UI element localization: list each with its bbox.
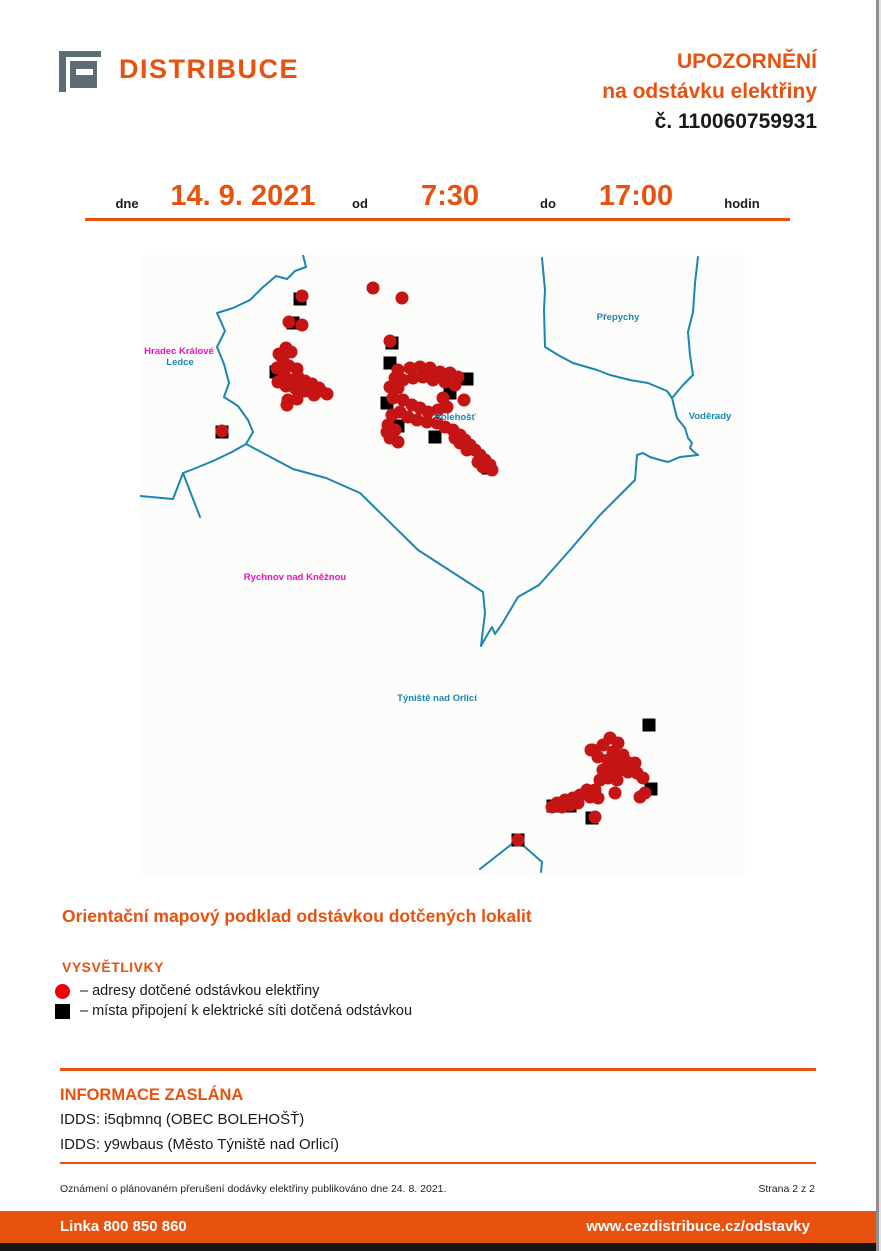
district-boundary-line [140, 444, 246, 499]
legend-item-connections [55, 1001, 412, 1021]
map-place-label: Voděrady [688, 411, 732, 422]
outage-address-dot [367, 282, 380, 295]
info-divider-top [60, 1068, 816, 1071]
footer-url-link[interactable]: www.cezdistribuce.cz/odstavky [586, 1218, 810, 1235]
outage-address-dot [458, 394, 471, 407]
window-bottom-edge [0, 1243, 881, 1251]
district-boundary-line [542, 258, 672, 398]
red-dot-icon [55, 984, 70, 999]
outage-address-dot [280, 380, 293, 393]
outage-address-dot [585, 744, 598, 757]
notice-title-line2: na odstávku elektřiny [602, 80, 817, 103]
schedule-from-time: 7:30 [420, 180, 480, 212]
district-boundary-line [635, 453, 698, 480]
map-place-label: Týniště nad Orlicí [397, 693, 477, 704]
outage-address-dot [592, 792, 605, 805]
outage-map-svg [140, 255, 745, 875]
outage-address-dot [637, 772, 650, 785]
outage-map [140, 255, 745, 875]
publication-note: Oznámení o plánovaném přerušení dodávky elektřiny publikováno dne 24. 8. 2021. [60, 1183, 447, 1195]
outage-address-dot [381, 426, 394, 439]
outage-address-dot [634, 791, 647, 804]
legend-item-addresses [55, 981, 319, 1001]
outage-address-dot [427, 374, 440, 387]
outage-address-dot [296, 290, 309, 303]
map-caption: Orientační mapový podklad odstávkou dotčených lokalit [62, 906, 532, 926]
schedule-to-time: 17:00 [598, 180, 674, 212]
outage-address-dot [437, 392, 450, 405]
map-place-label: Rychnov nad Kněžnou [243, 572, 347, 583]
info-idds-line: IDDS: y9wbaus (Město Týniště nad Orlicí) [60, 1136, 339, 1153]
outage-address-dot [572, 797, 585, 810]
connection-point-square [429, 431, 442, 444]
map-place-label: Ledce [166, 357, 194, 368]
outage-address-dot [281, 399, 294, 412]
page-number: Strana 2 z 2 [758, 1183, 815, 1195]
outage-address-dot [296, 319, 309, 332]
outage-address-dot [472, 456, 485, 469]
outage-address-dot [216, 425, 229, 438]
schedule-do-label: do [540, 196, 556, 211]
notice-title-block [602, 47, 817, 137]
info-title: INFORMACE ZASLÁNA [60, 1086, 244, 1104]
schedule-od-label: od [352, 196, 368, 211]
brand-name: DISTRIBUCE [119, 54, 300, 84]
outage-address-dot [283, 316, 296, 329]
black-square-icon [55, 1004, 70, 1019]
district-boundary-line [480, 840, 542, 872]
notice-title-line1: UPOZORNĚNÍ [676, 50, 817, 73]
legend-title: VYSVĚTLIVKY [62, 959, 164, 975]
map-place-label: Přepychy [596, 312, 640, 323]
outage-address-dot [486, 464, 499, 477]
footer-phone: Linka 800 850 860 [60, 1218, 187, 1235]
connection-point-square [643, 719, 656, 732]
outage-address-dot [321, 388, 334, 401]
district-boundary-line [672, 398, 698, 455]
district-boundary-line [243, 444, 635, 646]
outage-address-dot [384, 335, 397, 348]
map-place-label: Bolehošť [433, 412, 477, 423]
outage-address-dot [589, 811, 602, 824]
schedule-row [0, 180, 881, 213]
schedule-underline [85, 218, 790, 221]
district-boundary-line [672, 257, 698, 398]
info-idds-line: IDDS: i5qbmnq (OBEC BOLEHOŠŤ) [60, 1111, 305, 1128]
schedule-hodin-label: hodin [724, 196, 760, 211]
legend-item-text: – adresy dotčené odstávkou elektřiny [80, 983, 320, 999]
schedule-dne-label: dne [115, 196, 139, 211]
map-place-label: Hradec Králové [144, 346, 214, 357]
outage-address-dot [512, 834, 525, 847]
outage-address-dot [611, 774, 624, 787]
notice-number: č. 110060759931 [654, 110, 817, 133]
outage-address-dot [392, 436, 405, 449]
cez-logo-bar [76, 69, 93, 75]
info-divider-bottom [60, 1162, 816, 1164]
outage-address-dot [396, 292, 409, 305]
cez-logo [59, 51, 101, 92]
footer-bar [0, 1211, 876, 1243]
outage-address-dot [449, 379, 462, 392]
legend-item-text: – místa připojení k elektrické síti dotčená odstávkou [80, 1003, 413, 1019]
outage-address-dot [609, 787, 622, 800]
outage-address-dot [449, 432, 462, 445]
district-boundary-line [183, 473, 200, 517]
schedule-date: 14. 9. 2021 [170, 180, 316, 212]
